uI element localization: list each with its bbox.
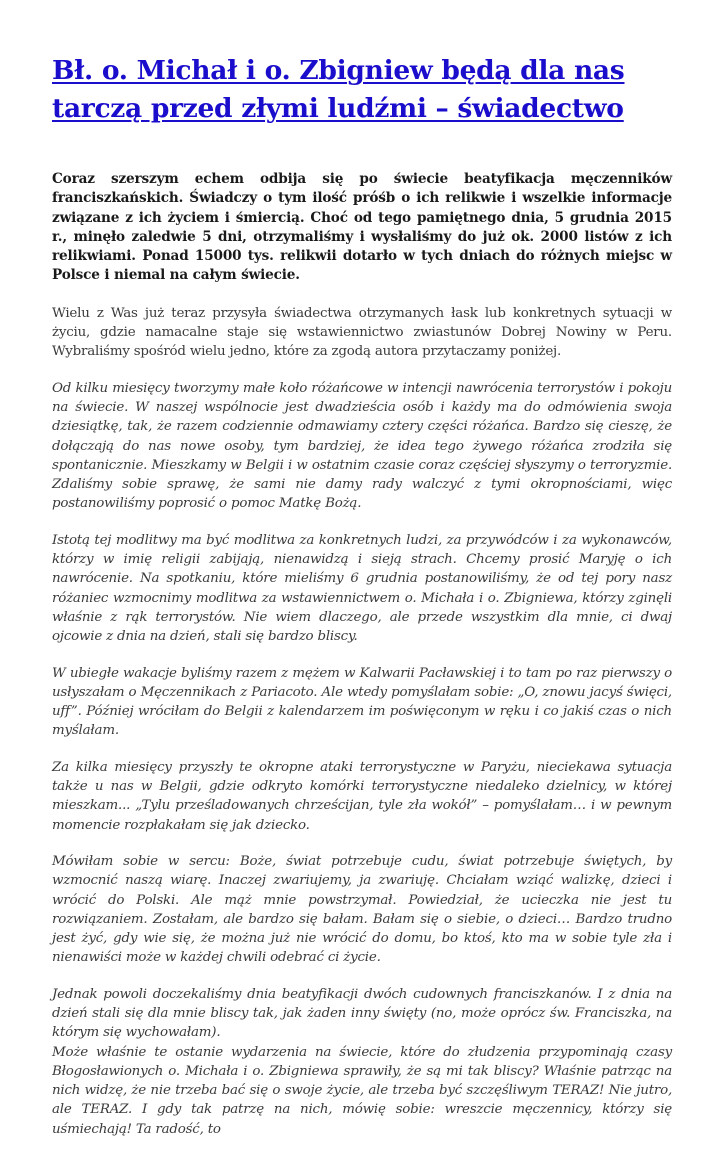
testimony-paragraph-4: Za kilka miesięcy przyszły te okropne ataki terrorystyczne w Paryżu, nieciekawa sytuacja także u nas w Belgii, gdzie odkryto komórki terrorystyczne niedaleko dzielnicy, w której mieszkam... „Tylu prześladowanych chrześcijan, tyle zła wokół” – pomyślałam… i w pewnym momencie rozpłakałam się jak dziecko. (52, 759, 672, 833)
testimony-paragraph-3: W ubiegłe wakacje byliśmy razem z mężem w Kalwarii Pacławskiej i to tam po raz pierwszy o usłyszałam o Męczennikach z Pariacoto. Ale wtedy pomyślałam sobie: „O, znowu jacyś święci, uff”. Później wróciłam do Belgii z kalendarzem im poświęconym w ręku i co jakiś czas o nich myślałam. (52, 665, 672, 739)
article (52, 52, 672, 1156)
testimony-paragraph-1: Od kilku miesięcy tworzymy małe koło różańcowe w intencji nawrócenia terrorystów i pokoju na świecie. W naszej wspólnocie jest dwadzieścia osób i każdy ma do odmówienia swoja dziesiątkę, tak, że razem codziennie odmawiamy cztery części różańca. Bardzo się cieszę, że dołączają do nas nowe osoby, tym bardziej, że idea tego żywego różańca zrodziła się spontanicznie. Mieszkamy w Belgii i w ostatnim czasie coraz częściej słyszymy o terroryzmie. Zdaliśmy sobie sprawę, że sami nie damy rady walczyć z tymi okropnościami, więc postanowiliśmy poprosić o pomoc Matkę Bożą. (52, 380, 672, 512)
testimony-paragraph-6: Jednak powoli doczekaliśmy dnia beatyfikacji dwóch cudownych franciszkanów. I z dnia na dzień stali się dla mnie bliscy tak, jak żaden inny święty (no, może oprócz św. Franciszka, na którym się wychowałam). (52, 986, 672, 1041)
article-title[interactable] (52, 52, 672, 128)
article-intro: Wielu z Was już teraz przysyła świadectwa otrzymanych łask lub konkretnych sytuacji w życiu, gdzie namacalne staje się wstawiennictwo zwiastunów Dobrej Nowiny w Peru. Wybraliśmy spośród wielu jedno, które za zgodą autora przytaczamy poniżej. (52, 305, 672, 360)
testimony-paragraph-5: Mówiłam sobie w sercu: Boże, świat potrzebuje cudu, świat potrzebuje świętych, by wzmocnić naszą wiarę. Inaczej zwariujemy, ja zwariuję. Chciałam wziąć walizkę, dzieci i wrócić do Polski. Ale mąż mnie powstrzymał. Powiedział, że ucieczka nie jest tu rozwiązaniem. Zostałam, ale bardzo się bałam. Bałam się o siebie, o dzieci… Bardzo trudno jest żyć, gdy wie się, że można już nie wrócić do domu, bo ktoś, kto ma w sobie tyle zła i nienawiści może w każdej chwili odebrać ci życie. (52, 853, 672, 966)
testimony-paragraph-2: Istotą tej modlitwy ma być modlitwa za konkretnych ludzi, za przywódców i za wykonawców, którzy w imię religii zabijają, nienawidzą i sieją strach. Chcemy prosić Maryję o ich nawrócenie. Na spotkaniu, które mieliśmy 6 grudnia postanowiliśmy, że od tej pory nasz różaniec wzmocnimy modlitwa za wstawiennictwem o. Michała i o. Zbigniewa, którzy zginęli właśnie z rąk terrorystów. Nie wiem dlaczego, ale przede wszystkim dla mnie, ci dwaj ojcowie z dnia na dzień, stali się bardzo bliscy. (52, 532, 672, 645)
article-lead: Coraz szerszym echem odbija się po świecie beatyfikacja męczenników franciszkańskich. Świadczy o tym ilość próśb o ich relikwie i wszelkie informacje związane z ich życiem i śmiercią. Choć od tego pamiętnego dnia, 5 grudnia 2015 r., minęło zaledwie 5 dni, otrzymaliśmy i wysłaliśmy do już ok. 2000 listów z ich relikwiami. Ponad 15000 tys. relikwii dotarło w tych dniach do różnych miejsc w Polsce i niemal na całym świecie. (52, 171, 672, 284)
testimony-paragraph-7: Może właśnie te ostanie wydarzenia na świecie, które do złudzenia przypominają czasy Błogosławionych o. Michała i o. Zbigniewa sprawiły, że są mi tak bliscy? Właśnie patrząc na nich widzę, że nie trzeba bać się o swoje życie, ale trzeba być szczęśliwym TERAZ! Nie jutro, ale TERAZ. I gdy tak patrzę na nich, mówię sobie: wreszcie męczennicy, którzy się uśmiechają! Ta radość, to (52, 1044, 672, 1137)
article-title-link[interactable]: Bł. o. Michał i o. Zbigniew będą dla nas tarczą przed złymi ludźmi – świadectwo (52, 55, 625, 124)
